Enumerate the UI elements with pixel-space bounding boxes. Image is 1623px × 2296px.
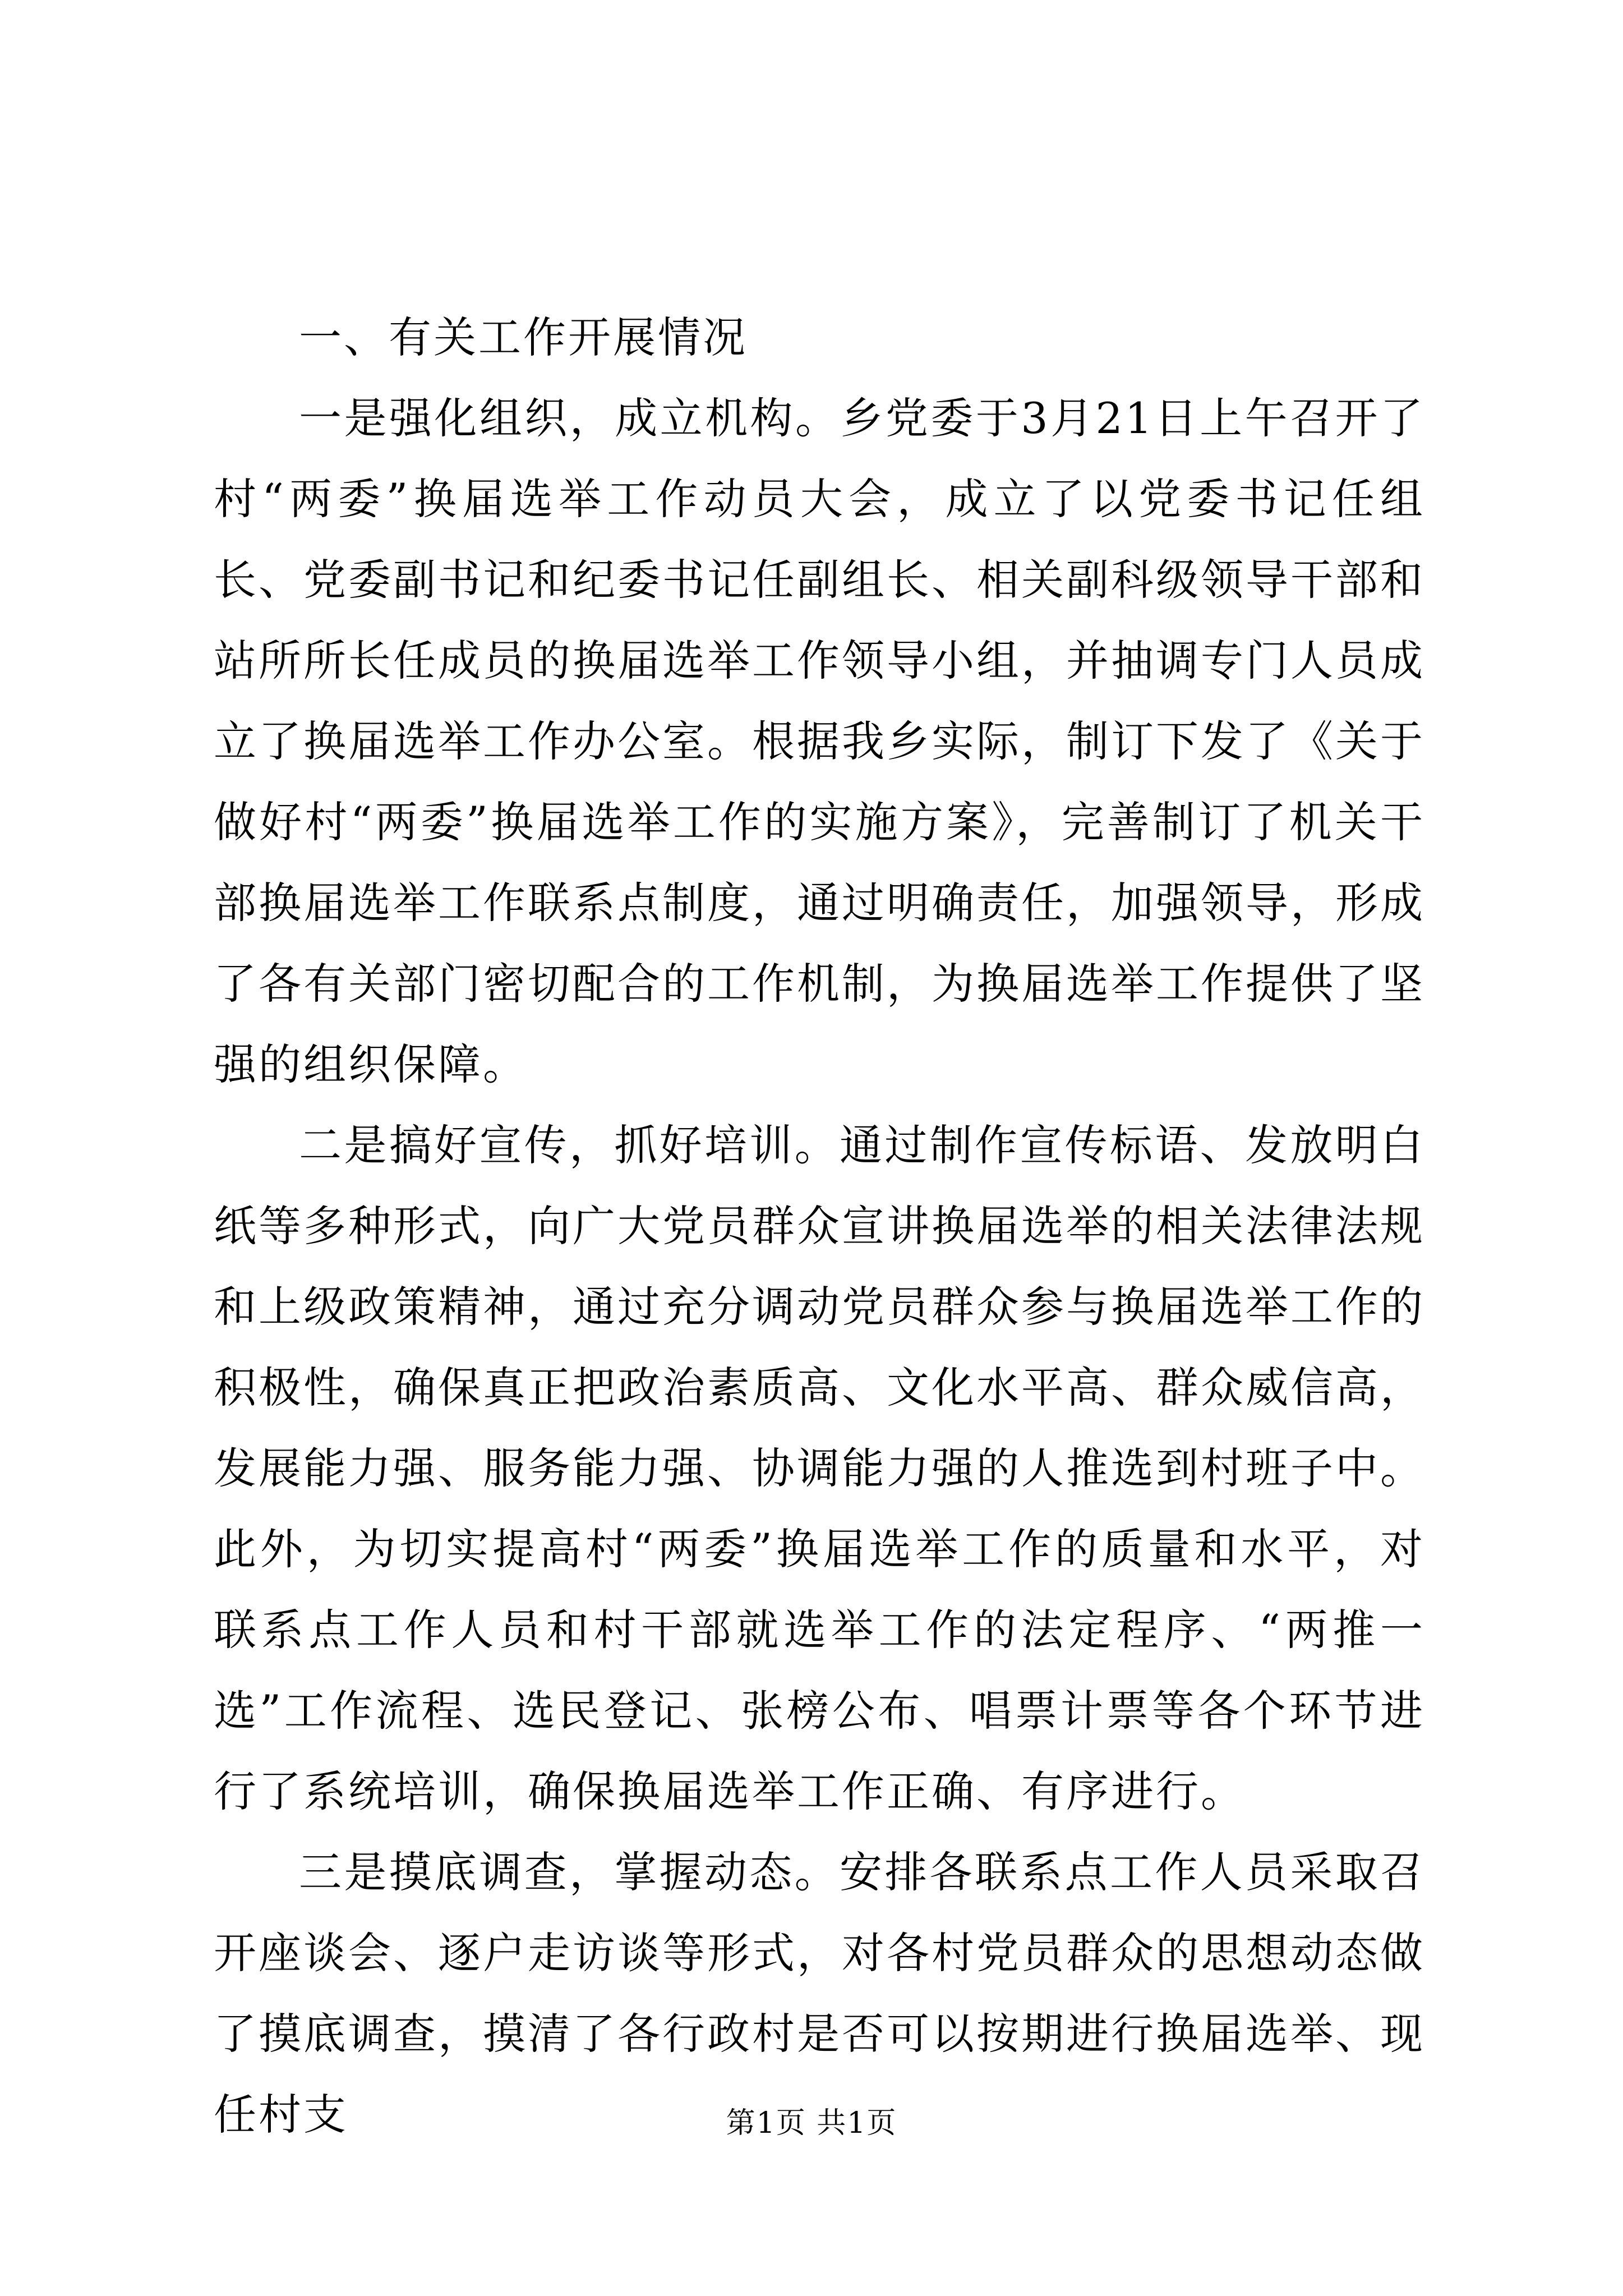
section-heading: 一、有关工作开展情况 [299,312,748,362]
paragraph-organization: 一是强化组织，成立机构。乡党委于3月21日上午召开了村“两委”换届选举工作动员大会，成立了以党委书记任组长、党委副书记和纪委书记任副组长、相关副科级领导干部和站所所长任成员的换届选举工作领导小组，并抽调专门人员成立了换届选举工作办公室。根据我乡实际，制订下发了《关于做好村“两委”换届选举工作的实施方案》，完善制订了机关干部换届选举工作联系点制度，通过明确责任，加强领导，形成了各有关部门密切配合的工作机制，为换届选举工作提供了坚强的组织保障。 [214,393,1425,1089]
paragraph-publicity-training: 二是搞好宣传，抓好培训。通过制作宣传标语、发放明白纸等多种形式，向广大党员群众宣讲换届选举的相关法律法规和上级政策精神，通过充分调动党员群众参与换届选举工作的积极性，确保真正把政治素质高、文化水平高、群众威信高，发展能力强、服务能力强、协调能力强的人推选到村班子中。此外，为切实提高村“两委”换届选举工作的质量和水平，对联系点工作人员和村干部就选举工作的法定程序、“两推一选”工作流程、选民登记、张榜公布、唱票计票等各个环节进行了系统培训，确保换届选举工作正确、有序进行。 [214,1120,1425,1816]
paragraph-survey: 三是摸底调查，掌握动态。安排各联系点工作人员采取召开座谈会、逐户走访谈等形式，对各村党员群众的思想动态做了摸底调查，摸清了各行政村是否可以按期进行换届选举、现任村支 [214,1847,1425,2139]
page-number-footer: 第1页 共1页 [726,2106,897,2140]
document-body [214,297,1425,2155]
